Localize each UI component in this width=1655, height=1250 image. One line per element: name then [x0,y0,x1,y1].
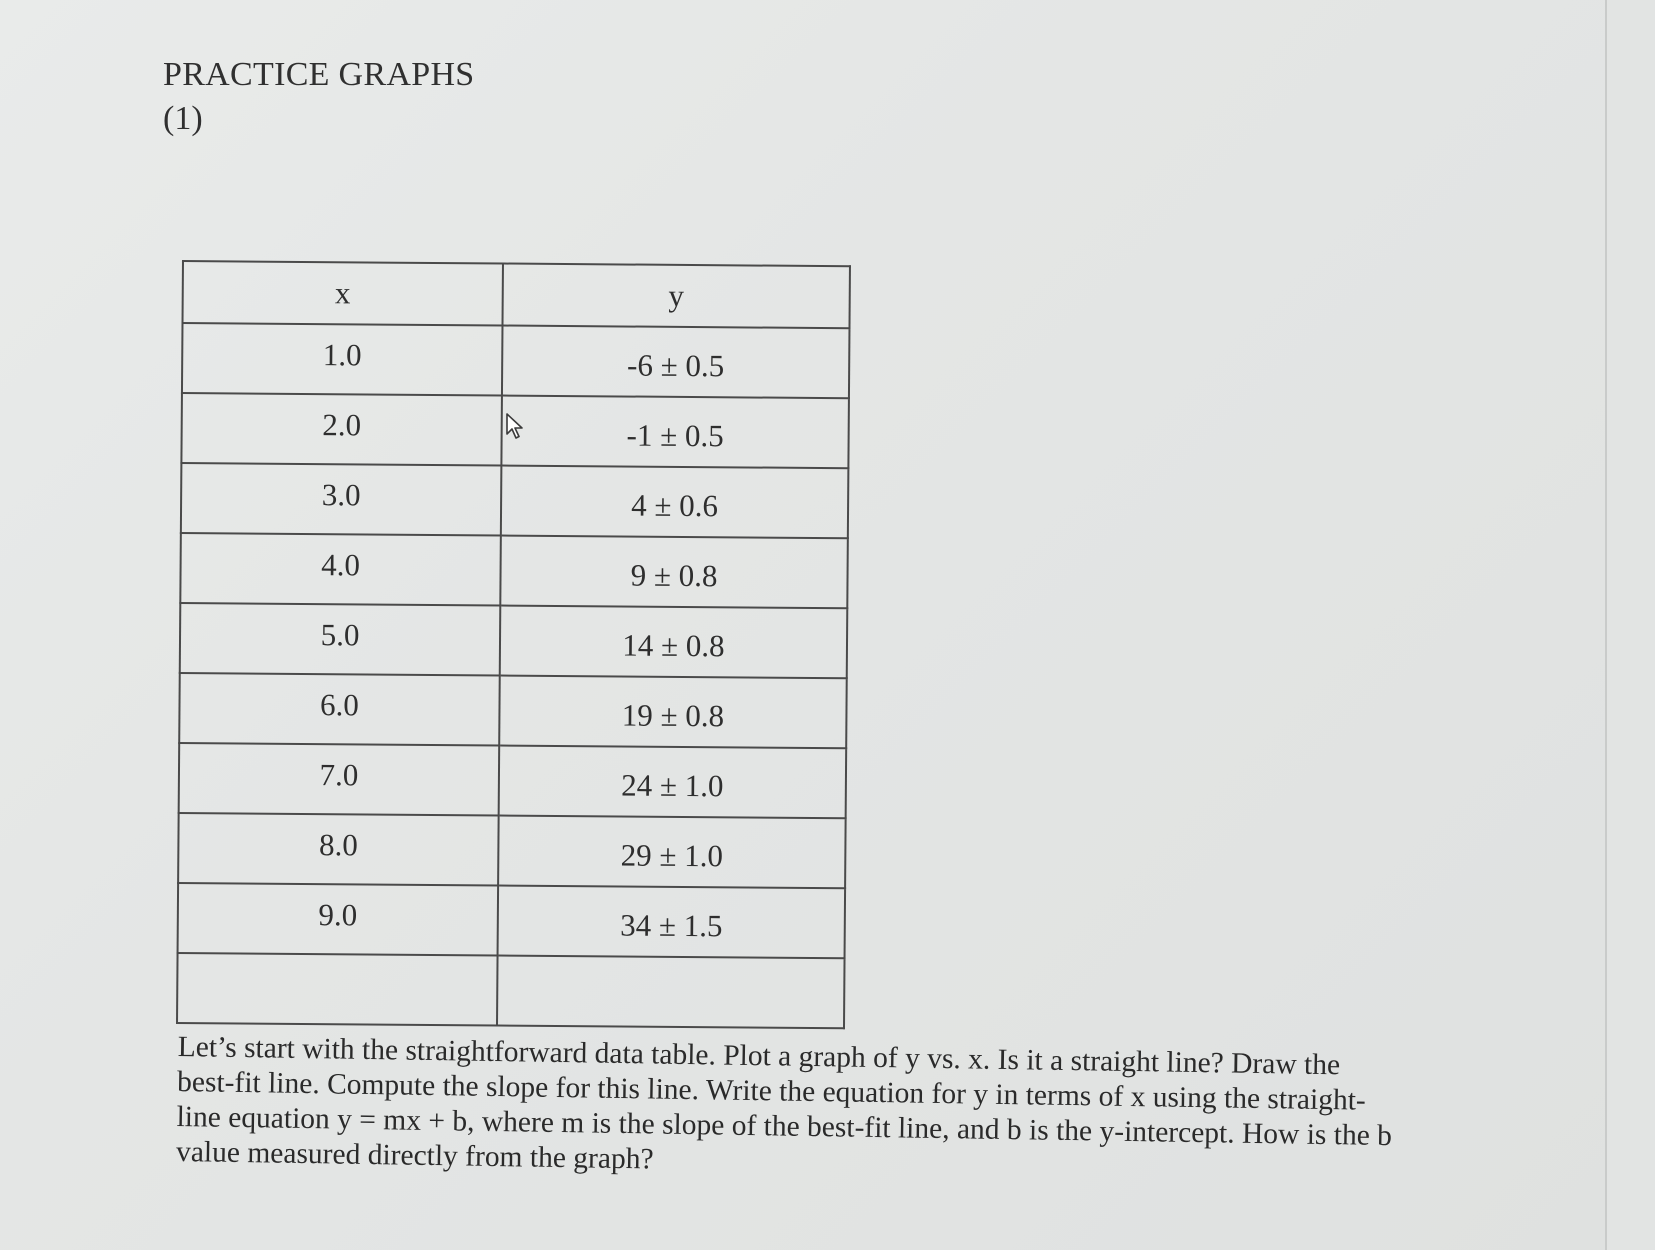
right-margin [1607,0,1655,1250]
table-row [179,673,847,748]
cell-x-empty [177,953,498,1026]
cell-y: 14 ± 0.8 [500,606,848,679]
cell-y: 4 ± 0.6 [501,466,849,539]
data-table [176,260,851,1029]
column-header-x: x [183,261,503,326]
cell-x: 3.0 [181,463,502,536]
cell-x: 9.0 [178,883,499,956]
table-row [178,813,846,888]
column-header-y: y [502,264,849,329]
cell-y: 24 ± 1.0 [499,746,847,819]
cell-y: -1 ± 0.5 [501,396,849,469]
table-row [180,603,848,678]
cell-y-empty [497,955,845,1028]
problem-number: (1) [163,100,203,137]
mouse-cursor-icon [505,412,527,442]
cell-x: 4.0 [180,533,501,606]
cell-y: -6 ± 0.5 [502,326,850,399]
instructions-paragraph: Let’s start with the straightforward data table. Plot a graph of y vs. x. Is it a straight line? Draw the best-fit line. Compute the slope for this line. Write the equation for y in terms of x using the straight-line equation y = mx + b, where m is the slope of the best-fit line, and b is the y-intercept. How is the b value measured directly from the graph? [175,1030,1393,1176]
table-row [179,743,847,818]
cell-x: 8.0 [178,813,499,886]
cell-y: 19 ± 0.8 [499,676,847,749]
table-row [180,533,848,608]
cell-y: 9 ± 0.8 [500,536,848,609]
table-row [178,883,846,958]
table-row-empty [177,953,845,1028]
table-header-row [183,261,850,328]
cell-x: 1.0 [182,323,503,396]
cell-y: 34 ± 1.5 [498,886,846,959]
cell-x: 5.0 [180,603,501,676]
cell-x: 2.0 [181,393,502,466]
cell-x: 6.0 [179,673,500,746]
page-title: PRACTICE GRAPHS [163,56,475,93]
cell-y: 29 ± 1.0 [498,816,846,889]
cell-x: 7.0 [179,743,500,816]
table-row [182,323,850,398]
table-row [181,463,849,538]
